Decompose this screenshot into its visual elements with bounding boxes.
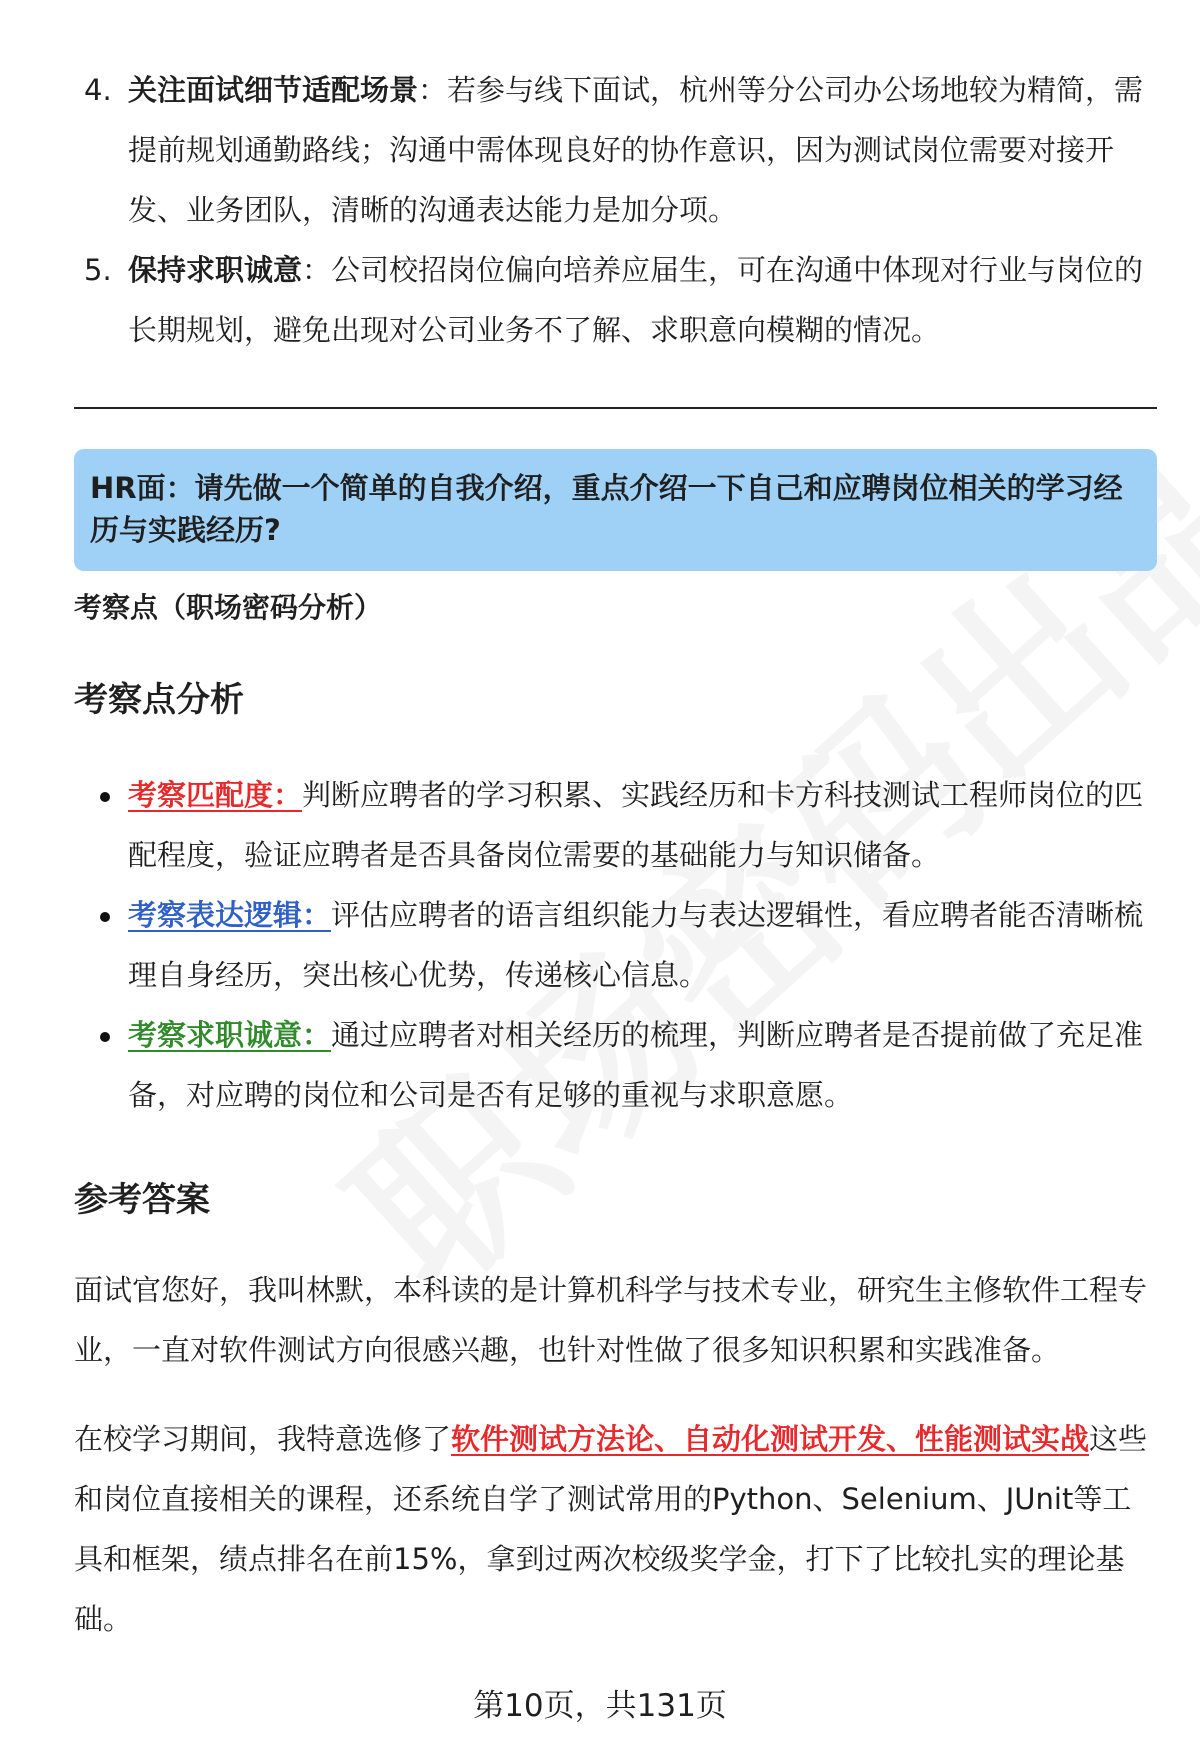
answer-p2-after: 这些和岗位直接相关的课程，还系统自学了测试常用的Python、Selenium、JUnit等工具和框架，绩点排名在前15%，拿到过两次校级奖学金，打下了比较扎实的理论基础。 [74, 1422, 1148, 1636]
subheading: 考察点（职场密码分析） [74, 591, 383, 624]
section-divider [74, 407, 1157, 409]
answer-p2-highlight: 软件测试方法论、自动化测试开发、性能测试实战 [451, 1422, 1090, 1456]
answer-paragraph-2 [74, 1409, 1157, 1649]
question-text: HR面：请先做一个简单的自我介绍，重点介绍一下自己和应聘岗位相关的学习经历与实践经历? [90, 471, 1123, 547]
question-box [74, 449, 1157, 571]
bullet-icon [100, 1032, 110, 1042]
list-item [74, 60, 1157, 240]
bullet-icon [100, 792, 110, 802]
analysis-item [74, 1005, 1157, 1125]
answer-p2-before: 在校学习期间，我特意选修了 [74, 1422, 452, 1456]
list-item-title: 关注面试细节适配场景 [128, 73, 419, 107]
list-item-sep: ： [302, 253, 332, 287]
list-item-text: 公司校招岗位偏向培养应届生，可在沟通中体现对行业与岗位的长期规划，避免出现对公司业务不了解、求职意向模糊的情况。 [128, 253, 1144, 347]
list-item [74, 240, 1157, 360]
analysis-heading: 考察点分析 [74, 680, 244, 720]
analysis-text: 判断应聘者的学习积累、实践经历和卡方科技测试工程师岗位的匹配程度，验证应聘者是否具备岗位需要的基础能力与知识储备。 [128, 778, 1144, 872]
bullet-icon [100, 912, 110, 922]
analysis-label: 考察表达逻辑： [128, 898, 332, 932]
page-footer: 第10页，共131页 [473, 1688, 727, 1724]
list-number: 4. [84, 73, 112, 107]
analysis-list [74, 765, 1157, 1125]
analysis-text: 评估应聘者的语言组织能力与表达逻辑性，看应聘者能否清晰梳理自身经历，突出核心优势，传递核心信息。 [128, 898, 1144, 992]
list-item-text: 若参与线下面试，杭州等分公司办公场地较为精简，需提前规划通勤路线；沟通中需体现良好的协作意识，因为测试岗位需要对接开发、业务团队，清晰的沟通表达能力是加分项。 [128, 73, 1144, 227]
analysis-label: 考察求职诚意： [128, 1018, 332, 1052]
answer-heading: 参考答案 [74, 1180, 210, 1220]
list-item-title: 保持求职诚意 [128, 253, 303, 287]
analysis-item [74, 885, 1157, 1005]
analysis-label: 考察匹配度： [128, 778, 303, 812]
list-number: 5. [84, 253, 112, 287]
analysis-text: 通过应聘者对相关经历的梳理，判断应聘者是否提前做了充足准备，对应聘的岗位和公司是否有足够的重视与求职意愿。 [128, 1018, 1144, 1112]
answer-paragraph-1: 面试官您好，我叫林默，本科读的是计算机科学与技术专业，研究生主修软件工程专业，一直对软件测试方向很感兴趣，也针对性做了很多知识积累和实践准备。 [74, 1273, 1148, 1367]
analysis-item [74, 765, 1157, 885]
list-item-sep: ： [418, 73, 448, 107]
tips-list [74, 60, 1157, 360]
